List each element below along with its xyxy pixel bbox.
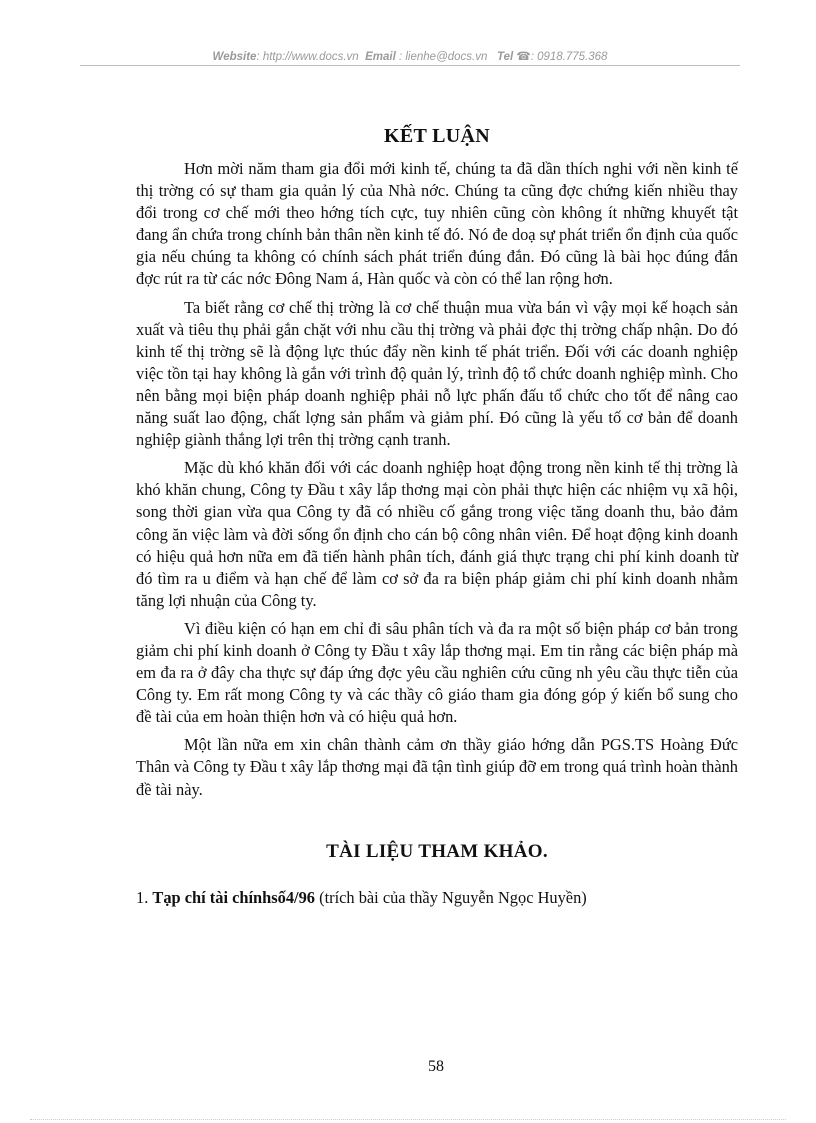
conclusion-title: KẾT LUẬN [384,125,490,147]
page-content [136,125,738,909]
reference-issue: số4/96 [271,887,315,907]
reference-note: (trích bài của thầy Nguyễn Ngọc Huyền) [319,887,587,907]
conclusion-paragraph-5: Một lần nữa em xin chân thành cảm ơn thầy giáo hớng dẫn PGS.TS Hoàng Đức Thân và Công ty Đầu t xây lắp thơng mại đã tận tình giúp đỡ em trong quá trình hoàn thành đề tài này. [136,735,738,799]
references-title: TÀI LIỆU THAM KHẢO. [326,840,548,862]
reference-number: 1. [136,887,149,907]
conclusion-paragraph-2: Ta biết rằng cơ chế thị trờng là cơ chế thuận mua vừa bán vì vậy mọi kế hoạch sản xuất và tiêu thụ phải gắn chặt với nhu cầu thị trờng và phải đợc thị trờng chấp nhận. Do đó kinh tế thị trờng sẽ là động lực thúc đẩy nền kinh tế phát triển. Đối với các doanh nghiệp việc tồn tại hay không là gắn với trình độ quản lý, trình độ tổ chức doanh nghiệp mình. Cho nên bằng mọi biện pháp doanh nghiệp phải nỗ lực phấn đấu tổ chức cho tốt để nâng cao năng suất lao động, chất lợng sản phẩm và giảm phí. Đó cũng là yếu tố cơ bản để doanh nghiệp giành thắng lợi trên thị trờng cạnh tranh. [136,297,738,450]
email-value: : lienhe@docs.vn [398,51,488,63]
email-label: Email [365,51,396,63]
conclusion-paragraph-3: Mặc dù khó khăn đối với các doanh nghiệp hoạt động trong nền kinh tế thị trờng là khó khăn chung, Công ty Đầu t xây lắp thơng mại còn phải thực hiện các nhiệm vụ xã hội, song thời gian vừa qua Công ty đã có nhiều cố gắng trong việc tăng doanh thu, bảo đảm công ăn việc làm và đời sống ổn định cho cán bộ công nhân viên. Để hoạt động kinh doanh có hiệu quả hơn nữa em đã tiến hành phân tích, đánh giá thực trạng chi phí kinh doanh từ đó tìm ra u điểm và hạn chế để làm cơ sở đa ra biện pháp giảm chi phí kinh doanh nhằm tăng lợi nhuận của Công ty. [136,458,738,610]
reference-item-1 [136,887,738,909]
page-number: 58 [428,1058,444,1075]
website-value: : http://www.docs.vn [256,51,359,63]
reference-source: Tạp chí tài chính [152,887,272,907]
tel-value: : 0918.775.368 [530,51,608,63]
conclusion-paragraph-1: Hơn mời năm tham gia đổi mới kinh tế, chúng ta đã dần thích nghi với nền kinh tế thị trờng có sự tham gia quản lý của Nhà nớc. Chúng ta cũng đợc chứng kiến nhiều thay đổi trong cơ chế mới theo hớng tích cực, tuy nhiên cũng còn không ít những khuyết tật đang ẩn chứa trong chính bản thân nền kinh tế đó. Nó đe doạ sự phát triển ổn định của quốc gia nếu chúng ta không có chính sách phát triển đúng đắn. Đó cũng là bài học đúng đắn đợc rút ra từ các nớc Đông Nam á, Hàn quốc và còn có thể lan rộng hơn. [136,159,738,289]
header-divider [80,65,740,66]
footer-divider [30,1119,786,1120]
page-header [80,49,740,63]
website-label: Website [212,51,257,63]
phone-icon: ☎ [516,51,531,63]
tel-label: Tel [496,51,514,63]
conclusion-paragraph-4: Vì điều kiện có hạn em chỉ đi sâu phân tích và đa ra một số biện pháp cơ bản trong giảm chi phí kinh doanh ở Công ty Đầu t xây lắp thơng mại. Em tin rằng các biện pháp mà em đa ra ở đây cha thực sự đáp ứng đợc yêu cầu nghiên cứu cũng nh yêu cầu thực tiễn của Công ty. Em rất mong Công ty và các thầy cô giáo tham gia đóng góp ý kiến bổ sung cho đề tài của em hoàn thiện hơn và có hiệu quả hơn. [136,618,738,727]
